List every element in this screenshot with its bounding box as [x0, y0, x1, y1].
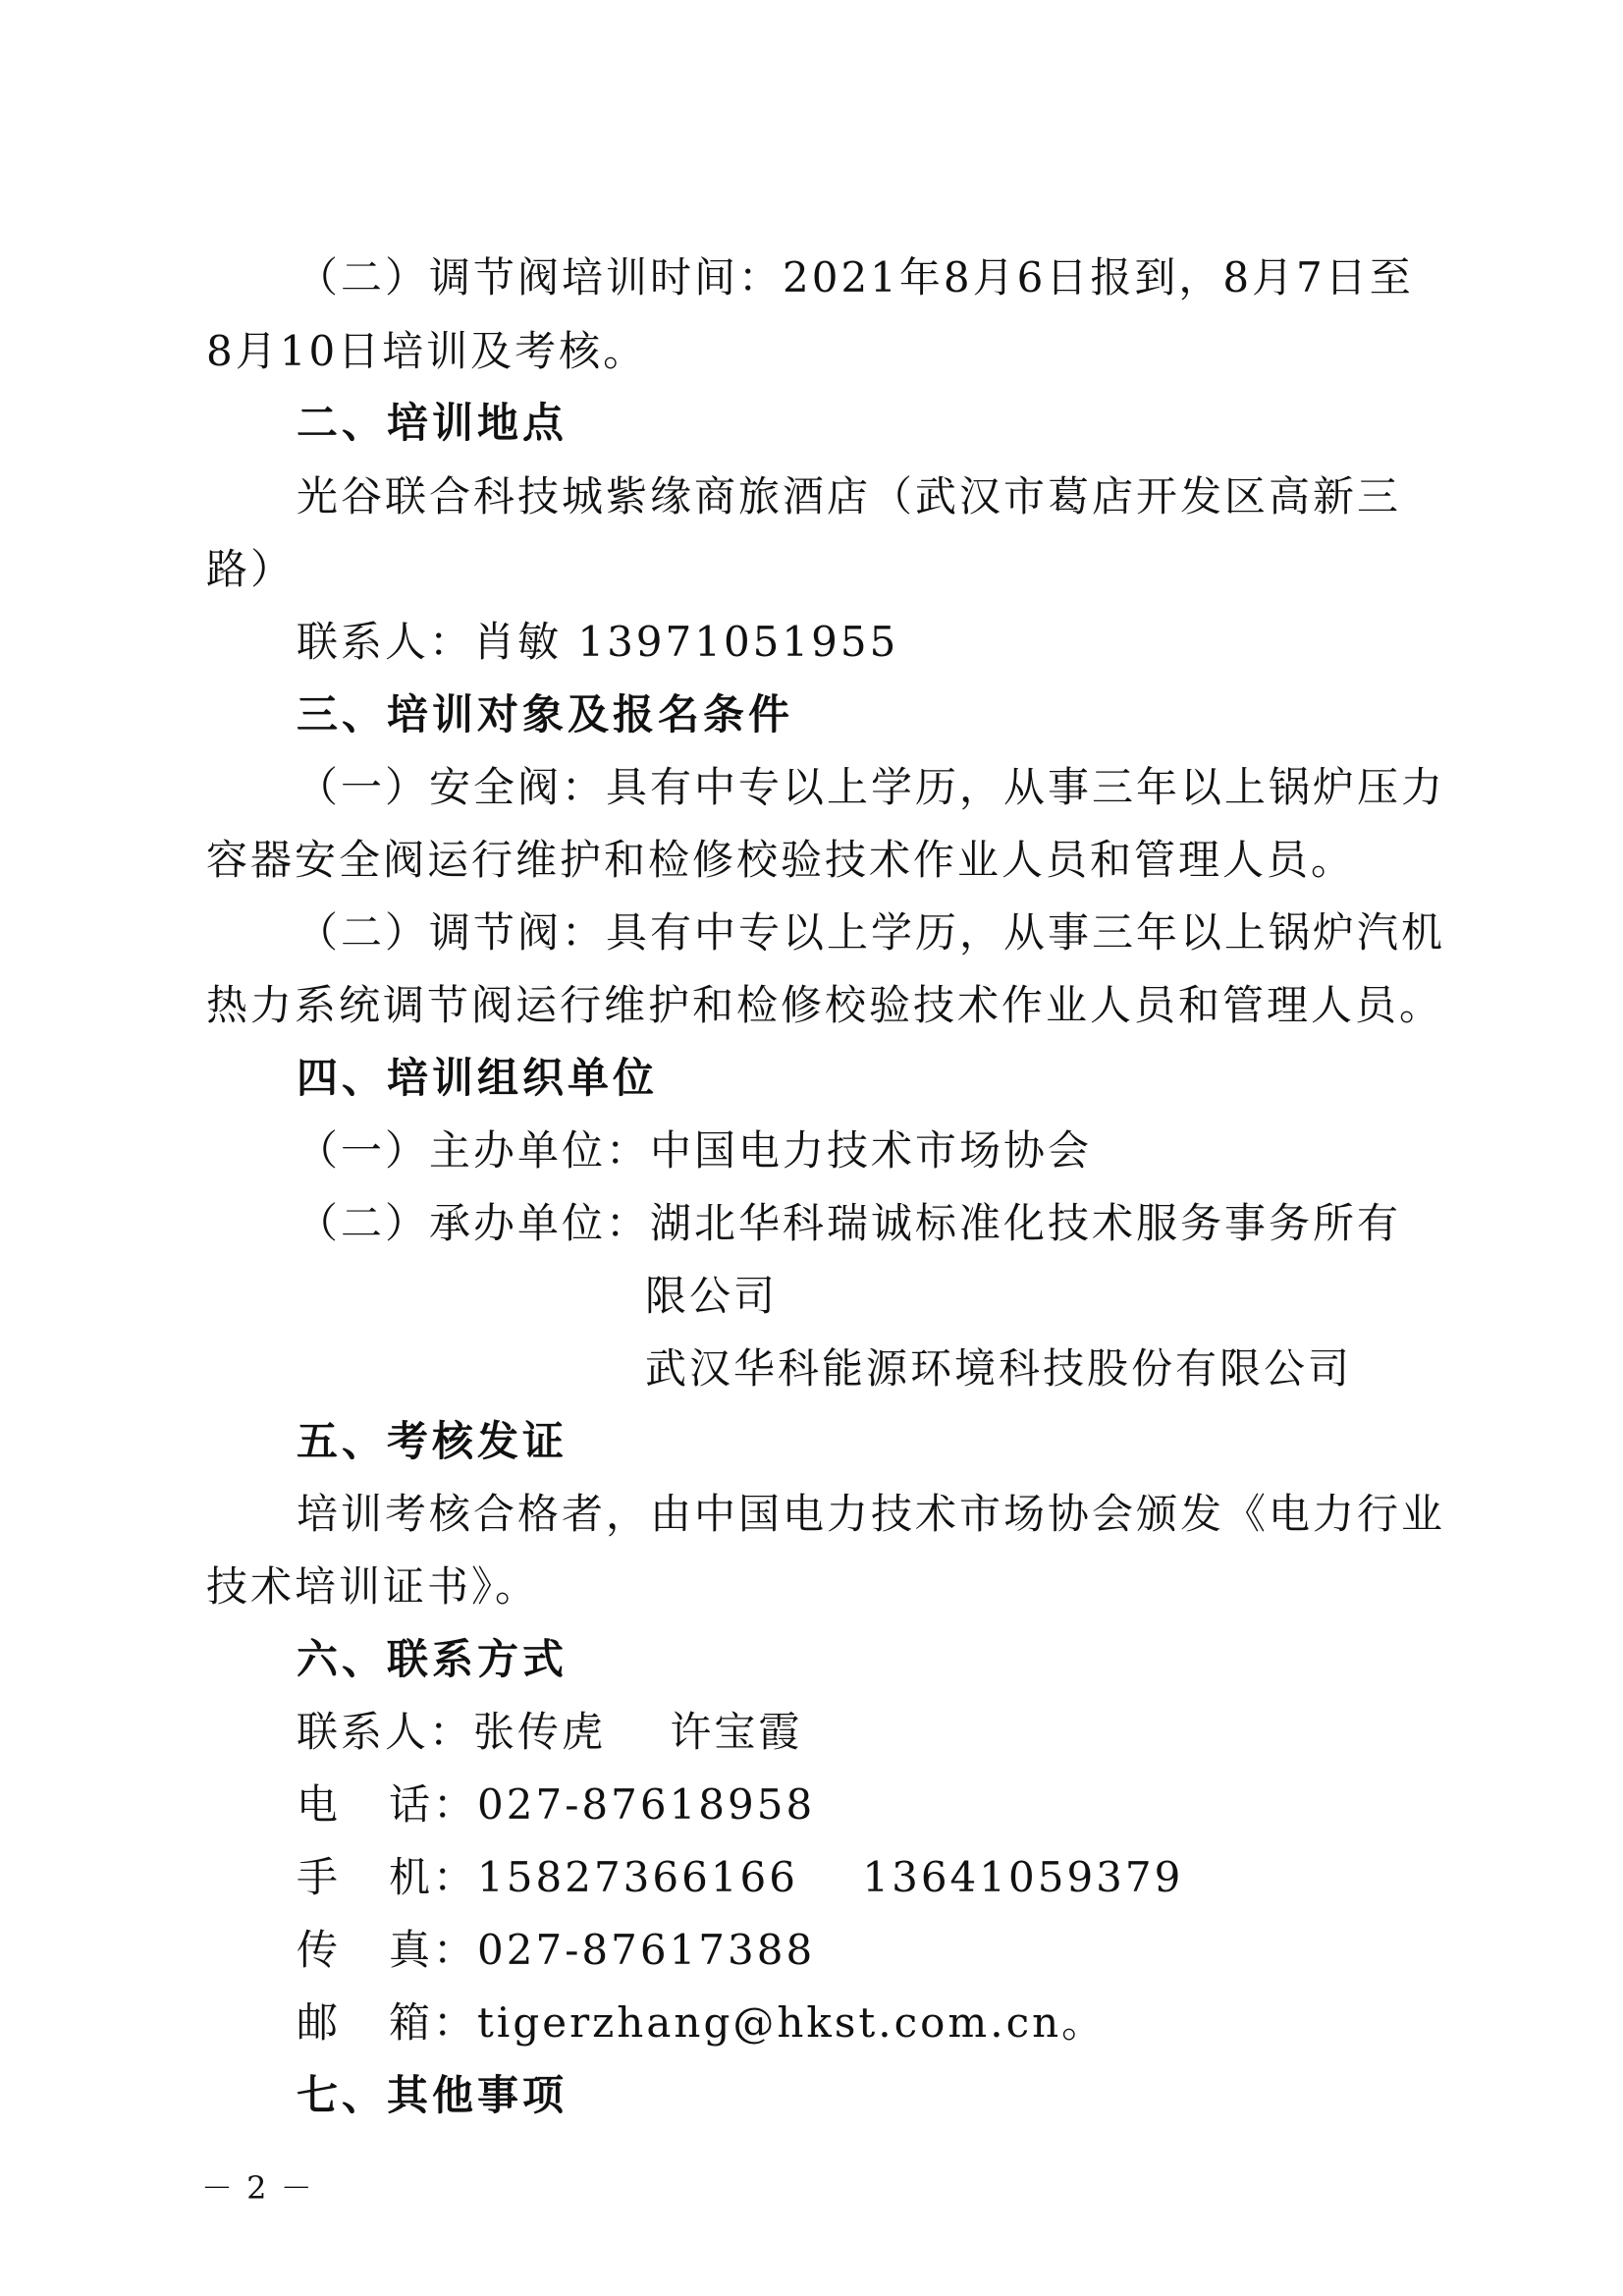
paragraph-training-time-line1: （二）调节阀培训时间：2021年8月6日报到，8月7日至	[297, 253, 1414, 301]
heading-certification: 五、考核发证	[297, 1417, 568, 1465]
contact-mobile: 手 机：15827366166 13641059379	[297, 1853, 1184, 1901]
paragraph-host: （一）主办单位：中国电力技术市场协会	[297, 1126, 1093, 1175]
contact-phone: 电 话：027-87618958	[297, 1780, 816, 1829]
page-number: － 2 －	[201, 2169, 314, 2207]
paragraph-safety-valve-line2: 容器安全阀运行维护和检修校验技术作业人员和管理人员。	[206, 836, 1356, 884]
paragraph-organizer-line2: 限公司	[645, 1272, 779, 1320]
paragraph-safety-valve-line1: （一）安全阀：具有中专以上学历，从事三年以上锅炉压力	[297, 763, 1446, 811]
paragraph-organizer-line3: 武汉华科能源环境科技股份有限公司	[645, 1344, 1353, 1393]
paragraph-venue-contact: 联系人：肖敏 13971051955	[297, 618, 899, 666]
paragraph-certification-line2: 技术培训证书》。	[206, 1562, 540, 1611]
paragraph-certification-line1: 培训考核合格者，由中国电力技术市场协会颁发《电力行业	[297, 1490, 1446, 1538]
heading-other-matters: 七、其他事项	[297, 2071, 568, 2119]
paragraph-venue-line1: 光谷联合科技城紫缘商旅酒店（武汉市葛店开发区高新三	[297, 472, 1402, 520]
contact-persons: 联系人：张传虎 许宝霞	[297, 1708, 803, 1756]
heading-organizers: 四、培训组织单位	[297, 1054, 659, 1102]
heading-training-target: 三、培训对象及报名条件	[297, 690, 794, 738]
paragraph-organizer-line1: （二）承办单位：湖北华科瑞诚标准化技术服务事务所有	[297, 1199, 1402, 1247]
contact-email: 邮 箱：tigerzhang@hkst.com.cn。	[297, 1998, 1107, 2047]
paragraph-control-valve-line1: （二）调节阀：具有中专以上学历，从事三年以上锅炉汽机	[297, 908, 1446, 957]
heading-contact-info: 六、联系方式	[297, 1635, 568, 1683]
paragraph-control-valve-line2: 热力系统调节阀运行维护和检修校验技术作业人员和管理人员。	[206, 981, 1444, 1029]
paragraph-training-time-line2: 8月10日培训及考核。	[206, 327, 648, 375]
paragraph-venue-line2: 路）	[206, 545, 296, 593]
contact-fax: 传 真：027-87617388	[297, 1926, 816, 1974]
heading-training-location: 二、培训地点	[297, 399, 568, 447]
